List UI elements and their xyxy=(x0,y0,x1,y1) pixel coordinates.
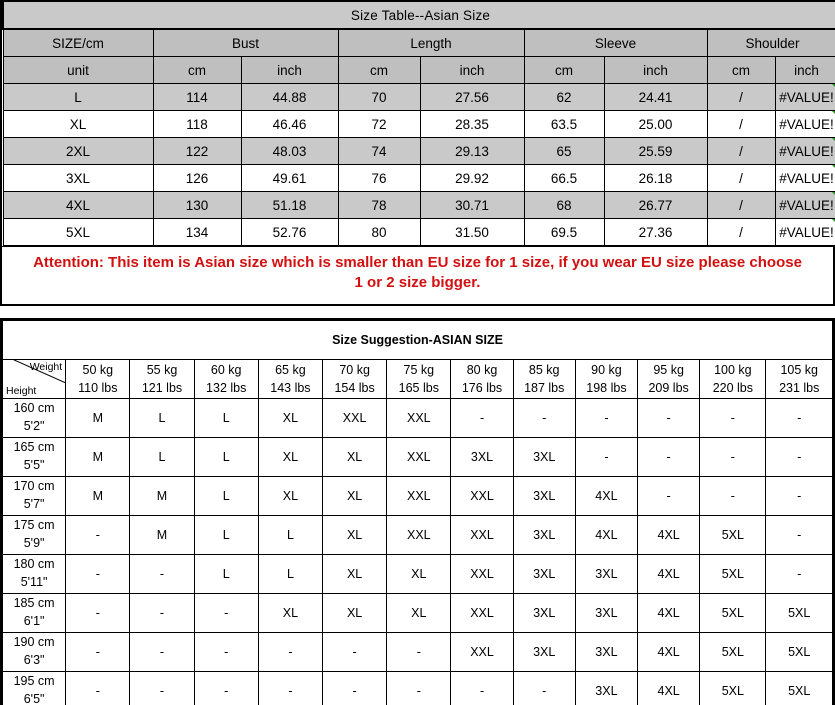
row-bust-inch: 52.76 xyxy=(241,219,338,246)
row-sleeve-cm: 68 xyxy=(524,192,604,219)
weight-kg: 55 kg xyxy=(146,362,178,377)
suggestion-cell: - xyxy=(700,476,766,515)
weight-col-2 xyxy=(194,359,258,398)
weight-kg: 85 kg xyxy=(528,362,560,377)
suggestion-cell: - xyxy=(194,671,258,705)
row-bust-cm: 134 xyxy=(153,219,241,246)
table-row xyxy=(3,476,833,515)
unit-shoulder-cm: cm xyxy=(707,57,775,84)
suggestion-cell: XXL xyxy=(451,554,513,593)
row-bust-cm: 114 xyxy=(153,84,241,111)
suggestion-cell: XL xyxy=(258,476,322,515)
size-table-block xyxy=(0,0,835,306)
row-shoulder-cm: / xyxy=(707,219,775,246)
weight-col-10 xyxy=(700,359,766,398)
size-table-title: Size Table--Asian Size xyxy=(3,1,835,29)
suggestion-cell: - xyxy=(766,554,833,593)
row-bust-inch: 46.46 xyxy=(241,111,338,138)
suggestion-cell: - xyxy=(66,515,130,554)
suggestion-cell: - xyxy=(638,437,700,476)
suggestion-cell: - xyxy=(387,632,451,671)
row-sleeve-inch: 25.59 xyxy=(604,138,707,165)
suggestion-cell: - xyxy=(130,554,194,593)
suggestion-cell: - xyxy=(638,476,700,515)
weight-kg: 60 kg xyxy=(210,362,242,377)
row-shoulder-cm: / xyxy=(707,165,775,192)
row-sleeve-inch: 27.36 xyxy=(604,219,707,246)
weight-col-11 xyxy=(766,359,833,398)
height-row-4 xyxy=(3,554,66,593)
row-bust-inch: 51.18 xyxy=(241,192,338,219)
row-shoulder-inch: #VALUE! xyxy=(775,138,835,165)
suggestion-cell: XXL xyxy=(451,515,513,554)
suggestion-cell: L xyxy=(258,554,322,593)
row-sleeve-cm: 62 xyxy=(524,84,604,111)
row-length-inch: 29.92 xyxy=(420,165,524,192)
size-table-group-header-row xyxy=(3,29,835,57)
weight-lbs: 231 lbs xyxy=(779,380,820,395)
suggestion-cell: M xyxy=(130,515,194,554)
suggestion-cell: 4XL xyxy=(575,476,637,515)
weight-lbs: 198 lbs xyxy=(586,380,627,395)
row-sleeve-cm: 63.5 xyxy=(524,111,604,138)
suggestion-cell: XL xyxy=(323,437,387,476)
row-shoulder-inch: #VALUE! xyxy=(775,219,835,246)
suggestion-cell: - xyxy=(194,632,258,671)
header-length: Length xyxy=(338,29,524,57)
height-cm: 160 cm xyxy=(13,401,55,416)
suggestion-cell: - xyxy=(130,593,194,632)
suggestion-cell: 3XL xyxy=(513,554,575,593)
row-shoulder-inch: #VALUE! xyxy=(775,111,835,138)
unit-label: unit xyxy=(3,57,153,84)
row-length-inch: 29.13 xyxy=(420,138,524,165)
height-cm: 165 cm xyxy=(13,440,55,455)
header-size-cm: SIZE/cm xyxy=(3,29,153,57)
height-row-7 xyxy=(3,671,66,705)
height-cm: 180 cm xyxy=(13,557,55,572)
table-row xyxy=(3,165,835,192)
row-length-cm: 70 xyxy=(338,84,420,111)
suggestion-cell: XXL xyxy=(387,515,451,554)
suggestion-cell: - xyxy=(700,398,766,437)
suggestion-cell: XXL xyxy=(451,593,513,632)
row-length-cm: 72 xyxy=(338,111,420,138)
weight-col-9 xyxy=(638,359,700,398)
weight-lbs: 132 lbs xyxy=(206,380,247,395)
suggestion-cell: XL xyxy=(258,593,322,632)
header-shoulder: Shoulder xyxy=(707,29,835,57)
weight-kg: 95 kg xyxy=(653,362,684,377)
row-length-cm: 74 xyxy=(338,138,420,165)
suggestion-cell: XL xyxy=(387,554,451,593)
suggestion-cell: 5XL xyxy=(700,632,766,671)
height-ft: 5'2" xyxy=(23,418,45,433)
suggestion-cell: - xyxy=(387,671,451,705)
suggestion-cell: XXL xyxy=(387,476,451,515)
weight-col-6 xyxy=(451,359,513,398)
unit-length-inch: inch xyxy=(420,57,524,84)
height-ft: 5'5" xyxy=(23,457,45,472)
suggestion-cell: - xyxy=(766,515,833,554)
suggestion-cell: L xyxy=(194,515,258,554)
height-row-2 xyxy=(3,476,66,515)
row-size: 5XL xyxy=(3,219,153,246)
row-length-inch: 31.50 xyxy=(420,219,524,246)
weight-lbs: 154 lbs xyxy=(334,380,375,395)
suggestion-cell: - xyxy=(66,554,130,593)
suggestion-cell: - xyxy=(700,437,766,476)
weight-lbs: 165 lbs xyxy=(398,380,439,395)
height-cm: 190 cm xyxy=(13,635,55,650)
height-row-6 xyxy=(3,632,66,671)
row-size: 3XL xyxy=(3,165,153,192)
suggestion-cell: - xyxy=(66,632,130,671)
suggestion-cell: XL xyxy=(258,437,322,476)
weight-col-5 xyxy=(387,359,451,398)
suggestion-cell: L xyxy=(194,437,258,476)
size-suggestion-table xyxy=(2,320,833,705)
weight-kg: 80 kg xyxy=(466,362,498,377)
row-sleeve-inch: 26.18 xyxy=(604,165,707,192)
suggestion-cell: - xyxy=(451,671,513,705)
weight-axis-label: Weight xyxy=(29,360,63,373)
row-sleeve-inch: 26.77 xyxy=(604,192,707,219)
suggestion-header-row xyxy=(3,359,833,398)
weight-col-4 xyxy=(323,359,387,398)
suggestion-cell: 5XL xyxy=(700,515,766,554)
suggestion-cell: 3XL xyxy=(513,476,575,515)
row-size: 2XL xyxy=(3,138,153,165)
height-row-1 xyxy=(3,437,66,476)
row-sleeve-inch: 25.00 xyxy=(604,111,707,138)
suggestion-cell: 5XL xyxy=(766,632,833,671)
suggestion-cell: - xyxy=(513,398,575,437)
height-row-5 xyxy=(3,593,66,632)
suggestion-cell: 3XL xyxy=(575,593,637,632)
suggestion-cell: L xyxy=(194,476,258,515)
size-table xyxy=(2,0,835,246)
weight-kg: 105 kg xyxy=(780,362,818,377)
suggestion-cell: - xyxy=(575,437,637,476)
suggestion-cell: 3XL xyxy=(513,437,575,476)
suggestion-cell: - xyxy=(451,398,513,437)
suggestion-cell: L xyxy=(130,437,194,476)
suggestion-cell: 3XL xyxy=(575,632,637,671)
suggestion-cell: - xyxy=(323,632,387,671)
suggestion-cell: - xyxy=(130,632,194,671)
suggestion-cell: L xyxy=(130,398,194,437)
row-bust-inch: 44.88 xyxy=(241,84,338,111)
suggestion-cell: 3XL xyxy=(513,515,575,554)
suggestion-cell: XXL xyxy=(451,632,513,671)
suggestion-cell: M xyxy=(66,398,130,437)
suggestion-cell: 5XL xyxy=(766,593,833,632)
table-row xyxy=(3,632,833,671)
unit-sleeve-cm: cm xyxy=(524,57,604,84)
suggestion-cell: 5XL xyxy=(766,671,833,705)
row-bust-cm: 126 xyxy=(153,165,241,192)
suggestion-cell: 5XL xyxy=(700,554,766,593)
row-length-inch: 30.71 xyxy=(420,192,524,219)
suggestion-cell: XL xyxy=(323,554,387,593)
header-bust: Bust xyxy=(153,29,338,57)
row-sleeve-cm: 69.5 xyxy=(524,219,604,246)
suggestion-cell: - xyxy=(66,593,130,632)
weight-kg: 90 kg xyxy=(591,362,622,377)
suggestion-cell: - xyxy=(766,398,833,437)
row-size: XL xyxy=(3,111,153,138)
suggestion-cell: L xyxy=(194,554,258,593)
header-sleeve: Sleeve xyxy=(524,29,707,57)
row-bust-cm: 118 xyxy=(153,111,241,138)
row-sleeve-inch: 24.41 xyxy=(604,84,707,111)
height-cm: 175 cm xyxy=(13,518,55,533)
suggestion-cell: 4XL xyxy=(638,515,700,554)
suggestion-cell: - xyxy=(323,671,387,705)
suggestion-cell: XXL xyxy=(451,476,513,515)
weight-col-0 xyxy=(66,359,130,398)
suggestion-cell: - xyxy=(638,398,700,437)
table-row xyxy=(3,111,835,138)
unit-shoulder-inch: inch xyxy=(775,57,835,84)
height-ft: 6'3" xyxy=(23,652,45,667)
row-length-cm: 76 xyxy=(338,165,420,192)
weight-kg: 50 kg xyxy=(82,362,114,377)
weight-col-8 xyxy=(575,359,637,398)
table-row xyxy=(3,192,835,219)
suggestion-cell: 3XL xyxy=(575,554,637,593)
unit-length-cm: cm xyxy=(338,57,420,84)
table-row xyxy=(3,398,833,437)
weight-kg: 70 kg xyxy=(339,362,370,377)
unit-sleeve-inch: inch xyxy=(604,57,707,84)
suggestion-cell: 5XL xyxy=(700,671,766,705)
height-cm: 195 cm xyxy=(13,674,55,689)
suggestion-cell: - xyxy=(66,671,130,705)
suggestion-cell: XXL xyxy=(387,437,451,476)
suggestion-cell: 4XL xyxy=(638,554,700,593)
suggestion-cell: 3XL xyxy=(451,437,513,476)
suggestion-cell: 3XL xyxy=(575,671,637,705)
suggestion-cell: 3XL xyxy=(513,593,575,632)
weight-lbs: 209 lbs xyxy=(648,380,689,395)
suggestion-cell: - xyxy=(258,671,322,705)
table-row xyxy=(3,84,835,111)
height-ft: 5'11" xyxy=(20,574,48,589)
suggestion-cell: XXL xyxy=(387,398,451,437)
unit-bust-cm: cm xyxy=(153,57,241,84)
table-row xyxy=(3,671,833,705)
suggestion-cell: - xyxy=(766,476,833,515)
suggestion-cell: XL xyxy=(258,398,322,437)
height-cm: 170 cm xyxy=(13,479,55,494)
axis-corner-cell xyxy=(3,359,66,398)
weight-col-1 xyxy=(130,359,194,398)
row-sleeve-cm: 66.5 xyxy=(524,165,604,192)
row-bust-cm: 130 xyxy=(153,192,241,219)
table-row xyxy=(3,437,833,476)
row-length-cm: 78 xyxy=(338,192,420,219)
row-shoulder-inch: #VALUE! xyxy=(775,192,835,219)
suggestion-cell: - xyxy=(258,632,322,671)
weight-col-3 xyxy=(258,359,322,398)
height-axis-label: Height xyxy=(6,384,37,397)
suggestion-cell: M xyxy=(130,476,194,515)
suggestion-cell: 5XL xyxy=(700,593,766,632)
suggestion-cell: - xyxy=(766,437,833,476)
suggestion-cell: XL xyxy=(323,515,387,554)
height-ft: 6'1" xyxy=(23,613,45,628)
size-suggestion-block xyxy=(0,318,835,705)
weight-lbs: 121 lbs xyxy=(141,380,183,395)
table-row xyxy=(3,515,833,554)
row-shoulder-inch: #VALUE! xyxy=(775,84,835,111)
suggestion-cell: - xyxy=(194,593,258,632)
suggestion-cell: 4XL xyxy=(575,515,637,554)
suggestion-cell: M xyxy=(66,437,130,476)
row-shoulder-cm: / xyxy=(707,192,775,219)
weight-col-7 xyxy=(513,359,575,398)
row-size: L xyxy=(3,84,153,111)
suggestion-cell: XXL xyxy=(323,398,387,437)
weight-kg: 65 kg xyxy=(275,362,306,377)
height-row-0 xyxy=(3,398,66,437)
table-row xyxy=(3,138,835,165)
suggestion-cell: 4XL xyxy=(638,671,700,705)
suggestion-cell: - xyxy=(513,671,575,705)
attention-note: Attention: This item is Asian size which is smaller than EU size for 1 size, if you wear EU size please choose 1 or 2 size bigger. xyxy=(2,246,833,304)
row-length-cm: 80 xyxy=(338,219,420,246)
weight-lbs: 143 lbs xyxy=(270,380,311,395)
row-sleeve-cm: 65 xyxy=(524,138,604,165)
table-row xyxy=(3,219,835,246)
suggestion-cell: XL xyxy=(323,476,387,515)
suggestion-cell: XL xyxy=(387,593,451,632)
table-row xyxy=(3,593,833,632)
weight-lbs: 187 lbs xyxy=(524,380,565,395)
row-shoulder-cm: / xyxy=(707,138,775,165)
weight-lbs: 110 lbs xyxy=(78,380,118,395)
height-ft: 5'7" xyxy=(23,496,45,511)
suggestion-cell: L xyxy=(258,515,322,554)
suggestion-cell: - xyxy=(575,398,637,437)
suggestion-cell: 4XL xyxy=(638,632,700,671)
row-length-inch: 28.35 xyxy=(420,111,524,138)
row-bust-inch: 49.61 xyxy=(241,165,338,192)
weight-kg: 100 kg xyxy=(714,362,752,377)
row-bust-inch: 48.03 xyxy=(241,138,338,165)
suggestion-cell: 3XL xyxy=(513,632,575,671)
row-shoulder-inch: #VALUE! xyxy=(775,165,835,192)
section-spacer xyxy=(0,306,835,318)
suggestion-table-title: Size Suggestion-ASIAN SIZE xyxy=(3,320,833,359)
suggestion-cell: - xyxy=(130,671,194,705)
weight-lbs: 176 lbs xyxy=(461,380,503,395)
row-shoulder-cm: / xyxy=(707,84,775,111)
suggestion-cell: XL xyxy=(323,593,387,632)
weight-lbs: 220 lbs xyxy=(712,380,753,395)
height-row-3 xyxy=(3,515,66,554)
unit-bust-inch: inch xyxy=(241,57,338,84)
row-shoulder-cm: / xyxy=(707,111,775,138)
row-length-inch: 27.56 xyxy=(420,84,524,111)
weight-kg: 75 kg xyxy=(403,362,435,377)
height-ft: 6'5" xyxy=(23,691,45,705)
row-size: 4XL xyxy=(3,192,153,219)
suggestion-cell: M xyxy=(66,476,130,515)
height-cm: 185 cm xyxy=(13,596,55,611)
height-ft: 5'9" xyxy=(23,535,45,550)
suggestion-cell: L xyxy=(194,398,258,437)
size-table-unit-row xyxy=(3,57,835,84)
table-row xyxy=(3,554,833,593)
suggestion-cell: 4XL xyxy=(638,593,700,632)
row-bust-cm: 122 xyxy=(153,138,241,165)
